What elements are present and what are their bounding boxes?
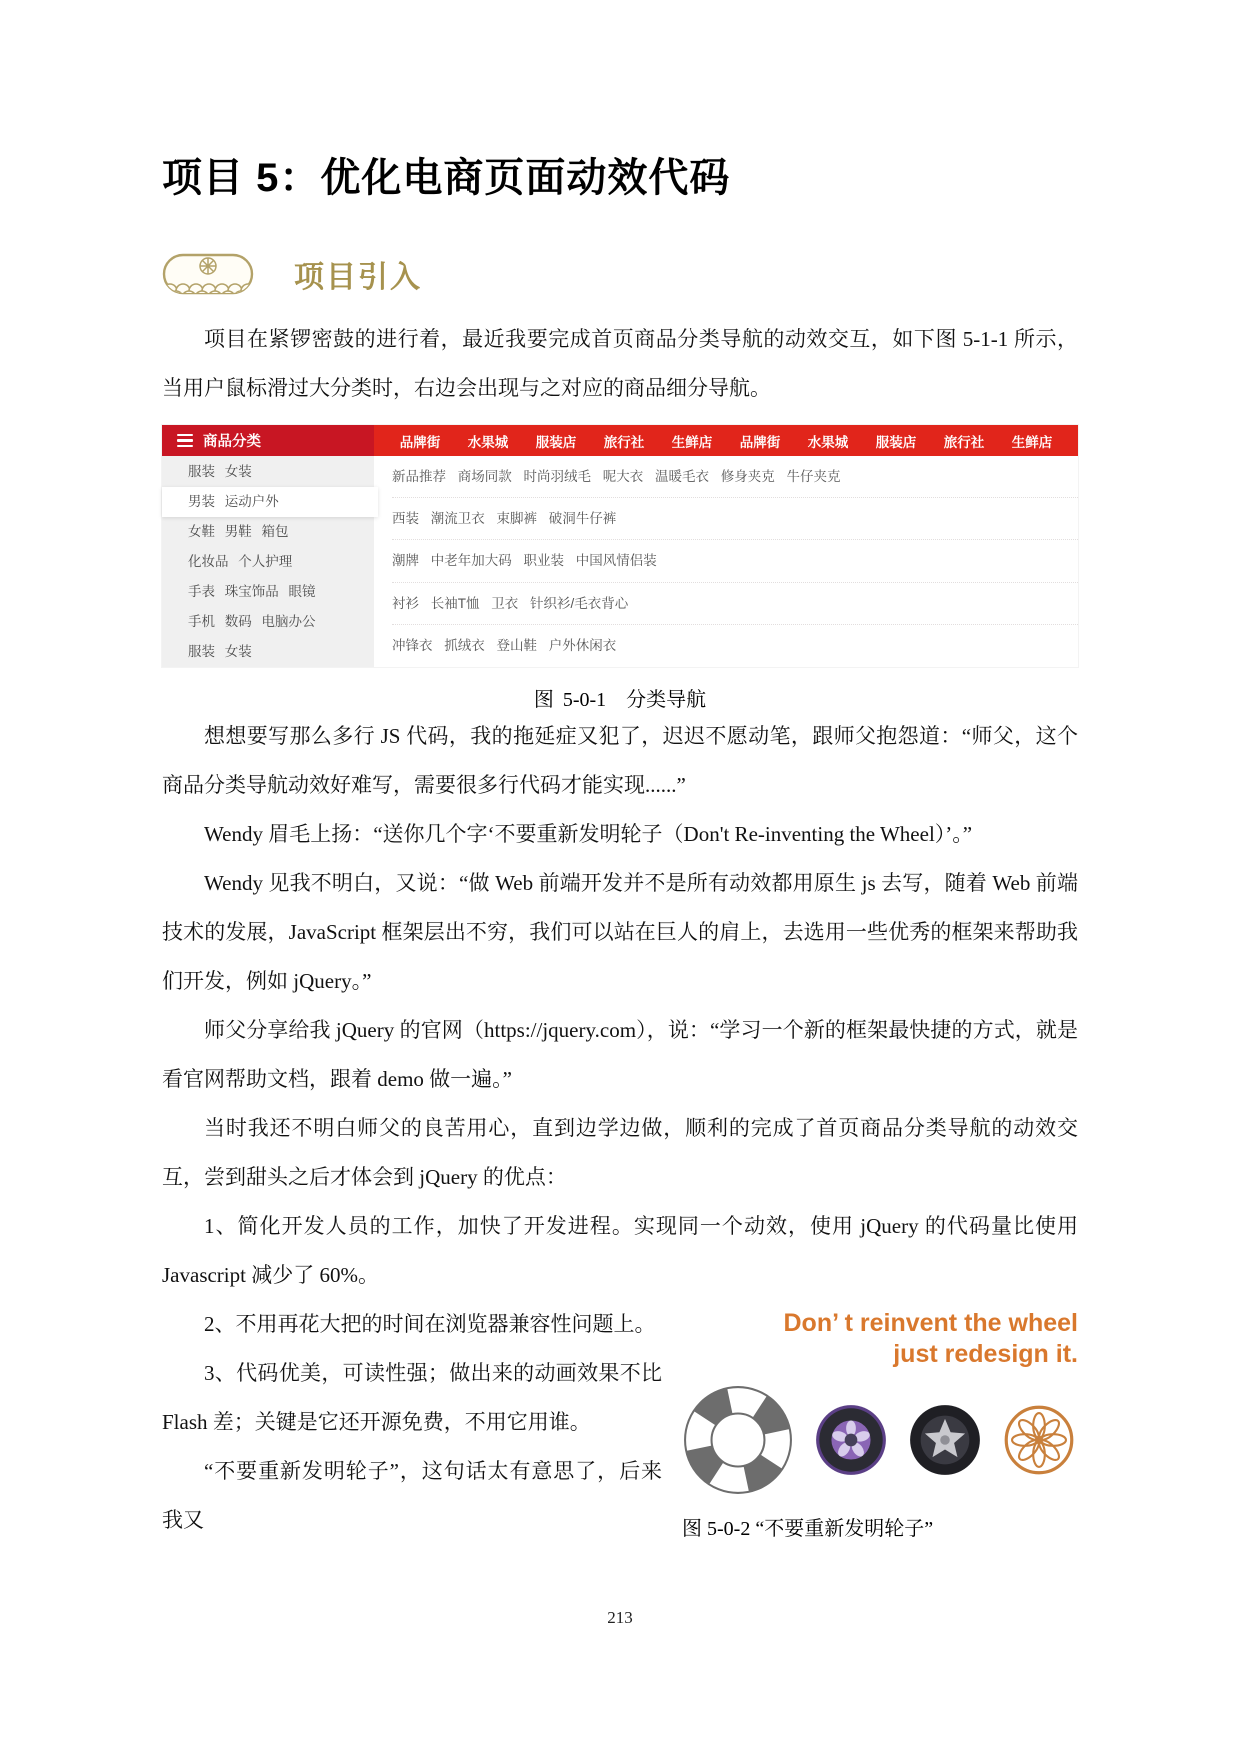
subcategory-panel bbox=[374, 456, 1078, 667]
category-menu-label: 商品分类 bbox=[203, 434, 261, 450]
life-buoy-wheel-icon bbox=[682, 1384, 794, 1496]
paragraph-advantage-3: 3、代码优美，可读性强；做出来的动画效果不比 Flash 差；关键是它还开源免费，不用它用谁。 bbox=[162, 1361, 662, 1434]
paragraph-advantage-1: 1、简化开发人员的工作，加快了开发进程。实现同一个动效，使用 jQuery 的代码量比使用 Javascript 减少了 60%。 bbox=[162, 1214, 1078, 1287]
paragraph-closing: “不要重新发明轮子”，这句话太有意思了，后来我又 bbox=[162, 1459, 662, 1532]
slogan-text bbox=[682, 1308, 1078, 1370]
sidebar-category-row: 服装 女装 bbox=[188, 464, 252, 479]
wheel-images bbox=[682, 1384, 1078, 1496]
subcategory-row: 西装 潮流卫衣 束脚裤 破洞牛仔裤 bbox=[392, 498, 1078, 540]
paragraph: Wendy 眉毛上扬：“送你几个字‘不要重新发明轮子（Don't Re-inventing the Wheel）’。” bbox=[204, 822, 973, 846]
paragraph-intro: 项目在紧锣密鼓的进行着，最近我要完成首页商品分类导航的动效交互，如下图 5-1-1 所示，当用户鼠标滑过大分类时，右边会出现与之对应的商品细分导航。 bbox=[162, 327, 1078, 400]
nav-link: 品牌街 bbox=[399, 434, 441, 450]
subcategory-row: 衬衫 长袖T恤 卫衣 针织衫/毛衣背心 bbox=[392, 583, 1078, 625]
subcategory-row: 新品推荐 商场同款 时尚羽绒毛 呢大衣 温暖毛衣 修身夹克 牛仔夹克 bbox=[392, 456, 1078, 498]
paragraph: Wendy 见我不明白，又说：“做 Web 前端开发并不是所有动效都用原生 js 去写，随着 Web 前端技术的发展，JavaScript 框架层出不穷，我们可以站在巨人的肩上，去选用一些优秀的框架来帮助我们开发，例如 jQuery。” bbox=[162, 871, 1078, 993]
category-sidebar bbox=[162, 456, 374, 667]
nav-link: 服装店 bbox=[875, 434, 917, 450]
bottom-section bbox=[162, 1300, 1078, 1545]
purple-hub-tire-icon bbox=[814, 1403, 888, 1477]
nav-link: 服装店 bbox=[535, 434, 577, 450]
nav-link: 生鲜店 bbox=[671, 434, 713, 450]
category-menu-header bbox=[162, 425, 374, 456]
nav-link: 旅行社 bbox=[943, 434, 985, 450]
nav-topbar bbox=[162, 425, 1078, 456]
subcategory-row: 冲锋衣 抓绒衣 登山鞋 户外休闲衣 bbox=[392, 637, 617, 653]
sidebar-category-row: 手机 数码 电脑办公 bbox=[188, 614, 316, 629]
nav-link: 生鲜店 bbox=[1011, 434, 1053, 450]
page-title: 项目 5：优化电商页面动效代码 bbox=[162, 156, 731, 200]
slogan-line-2: just redesign it. bbox=[893, 1340, 1078, 1368]
figure-5-0-2-caption: 图 5-0-2 “不要重新发明轮子” bbox=[682, 1518, 934, 1540]
ornamental-spoke-wheel-icon bbox=[1002, 1403, 1076, 1477]
slogan-line-1: Don’ t reinvent the wheel bbox=[783, 1309, 1078, 1337]
section-heading: 项目引入 bbox=[294, 261, 422, 294]
hamburger-icon bbox=[177, 434, 193, 448]
figure-5-0-1-caption: 图 5-0-1 分类导航 bbox=[533, 689, 707, 711]
nav-link: 旅行社 bbox=[603, 434, 645, 450]
paragraph: 师父分享给我 jQuery 的官网（https://jquery.com），说：“学习一个新的框架最快捷的方式，就是看官网帮助文档，跟着 demo 做一遍。” bbox=[162, 1018, 1078, 1091]
page-number: 213 bbox=[607, 1608, 633, 1627]
nav-links bbox=[374, 425, 1078, 456]
section-header bbox=[162, 249, 1078, 299]
subcategory-row: 潮牌 中老年加大码 职业装 中国风情侣装 bbox=[392, 540, 1078, 582]
sidebar-category-row: 男装 运动户外 bbox=[162, 487, 378, 517]
figure-category-nav-screenshot bbox=[162, 425, 1078, 667]
sidebar-category-row: 服装 女装 bbox=[188, 644, 252, 659]
paragraph-advantage-2: 2、不用再花大把的时间在浏览器兼容性问题上。 bbox=[204, 1312, 656, 1336]
sidebar-category-row: 化妆品 个人护理 bbox=[188, 554, 293, 569]
figure-wheel-illustration bbox=[682, 1308, 1078, 1541]
nav-link: 水果城 bbox=[467, 434, 509, 450]
paragraph: 想想要写那么多行 JS 代码，我的拖延症又犯了，迟迟不愿动笔，跟师父抱怨道：“师父，这个商品分类导航动效好难写，需要很多行代码才能实现......” bbox=[162, 724, 1078, 797]
nav-link: 品牌街 bbox=[739, 434, 781, 450]
paragraph: 当时我还不明白师父的良苦用心，直到边学边做，顺利的完成了首页商品分类导航的动效交互，尝到甜头之后才体会到 jQuery 的优点： bbox=[162, 1116, 1078, 1189]
nav-body bbox=[162, 456, 1078, 667]
sidebar-category-row: 女鞋 男鞋 箱包 bbox=[188, 524, 289, 539]
sidebar-category-row: 手表 珠宝饰品 眼镜 bbox=[188, 584, 316, 599]
star-hub-tire-icon bbox=[908, 1403, 982, 1477]
nav-link: 水果城 bbox=[807, 434, 849, 450]
gold-medallion-icon bbox=[162, 250, 254, 298]
